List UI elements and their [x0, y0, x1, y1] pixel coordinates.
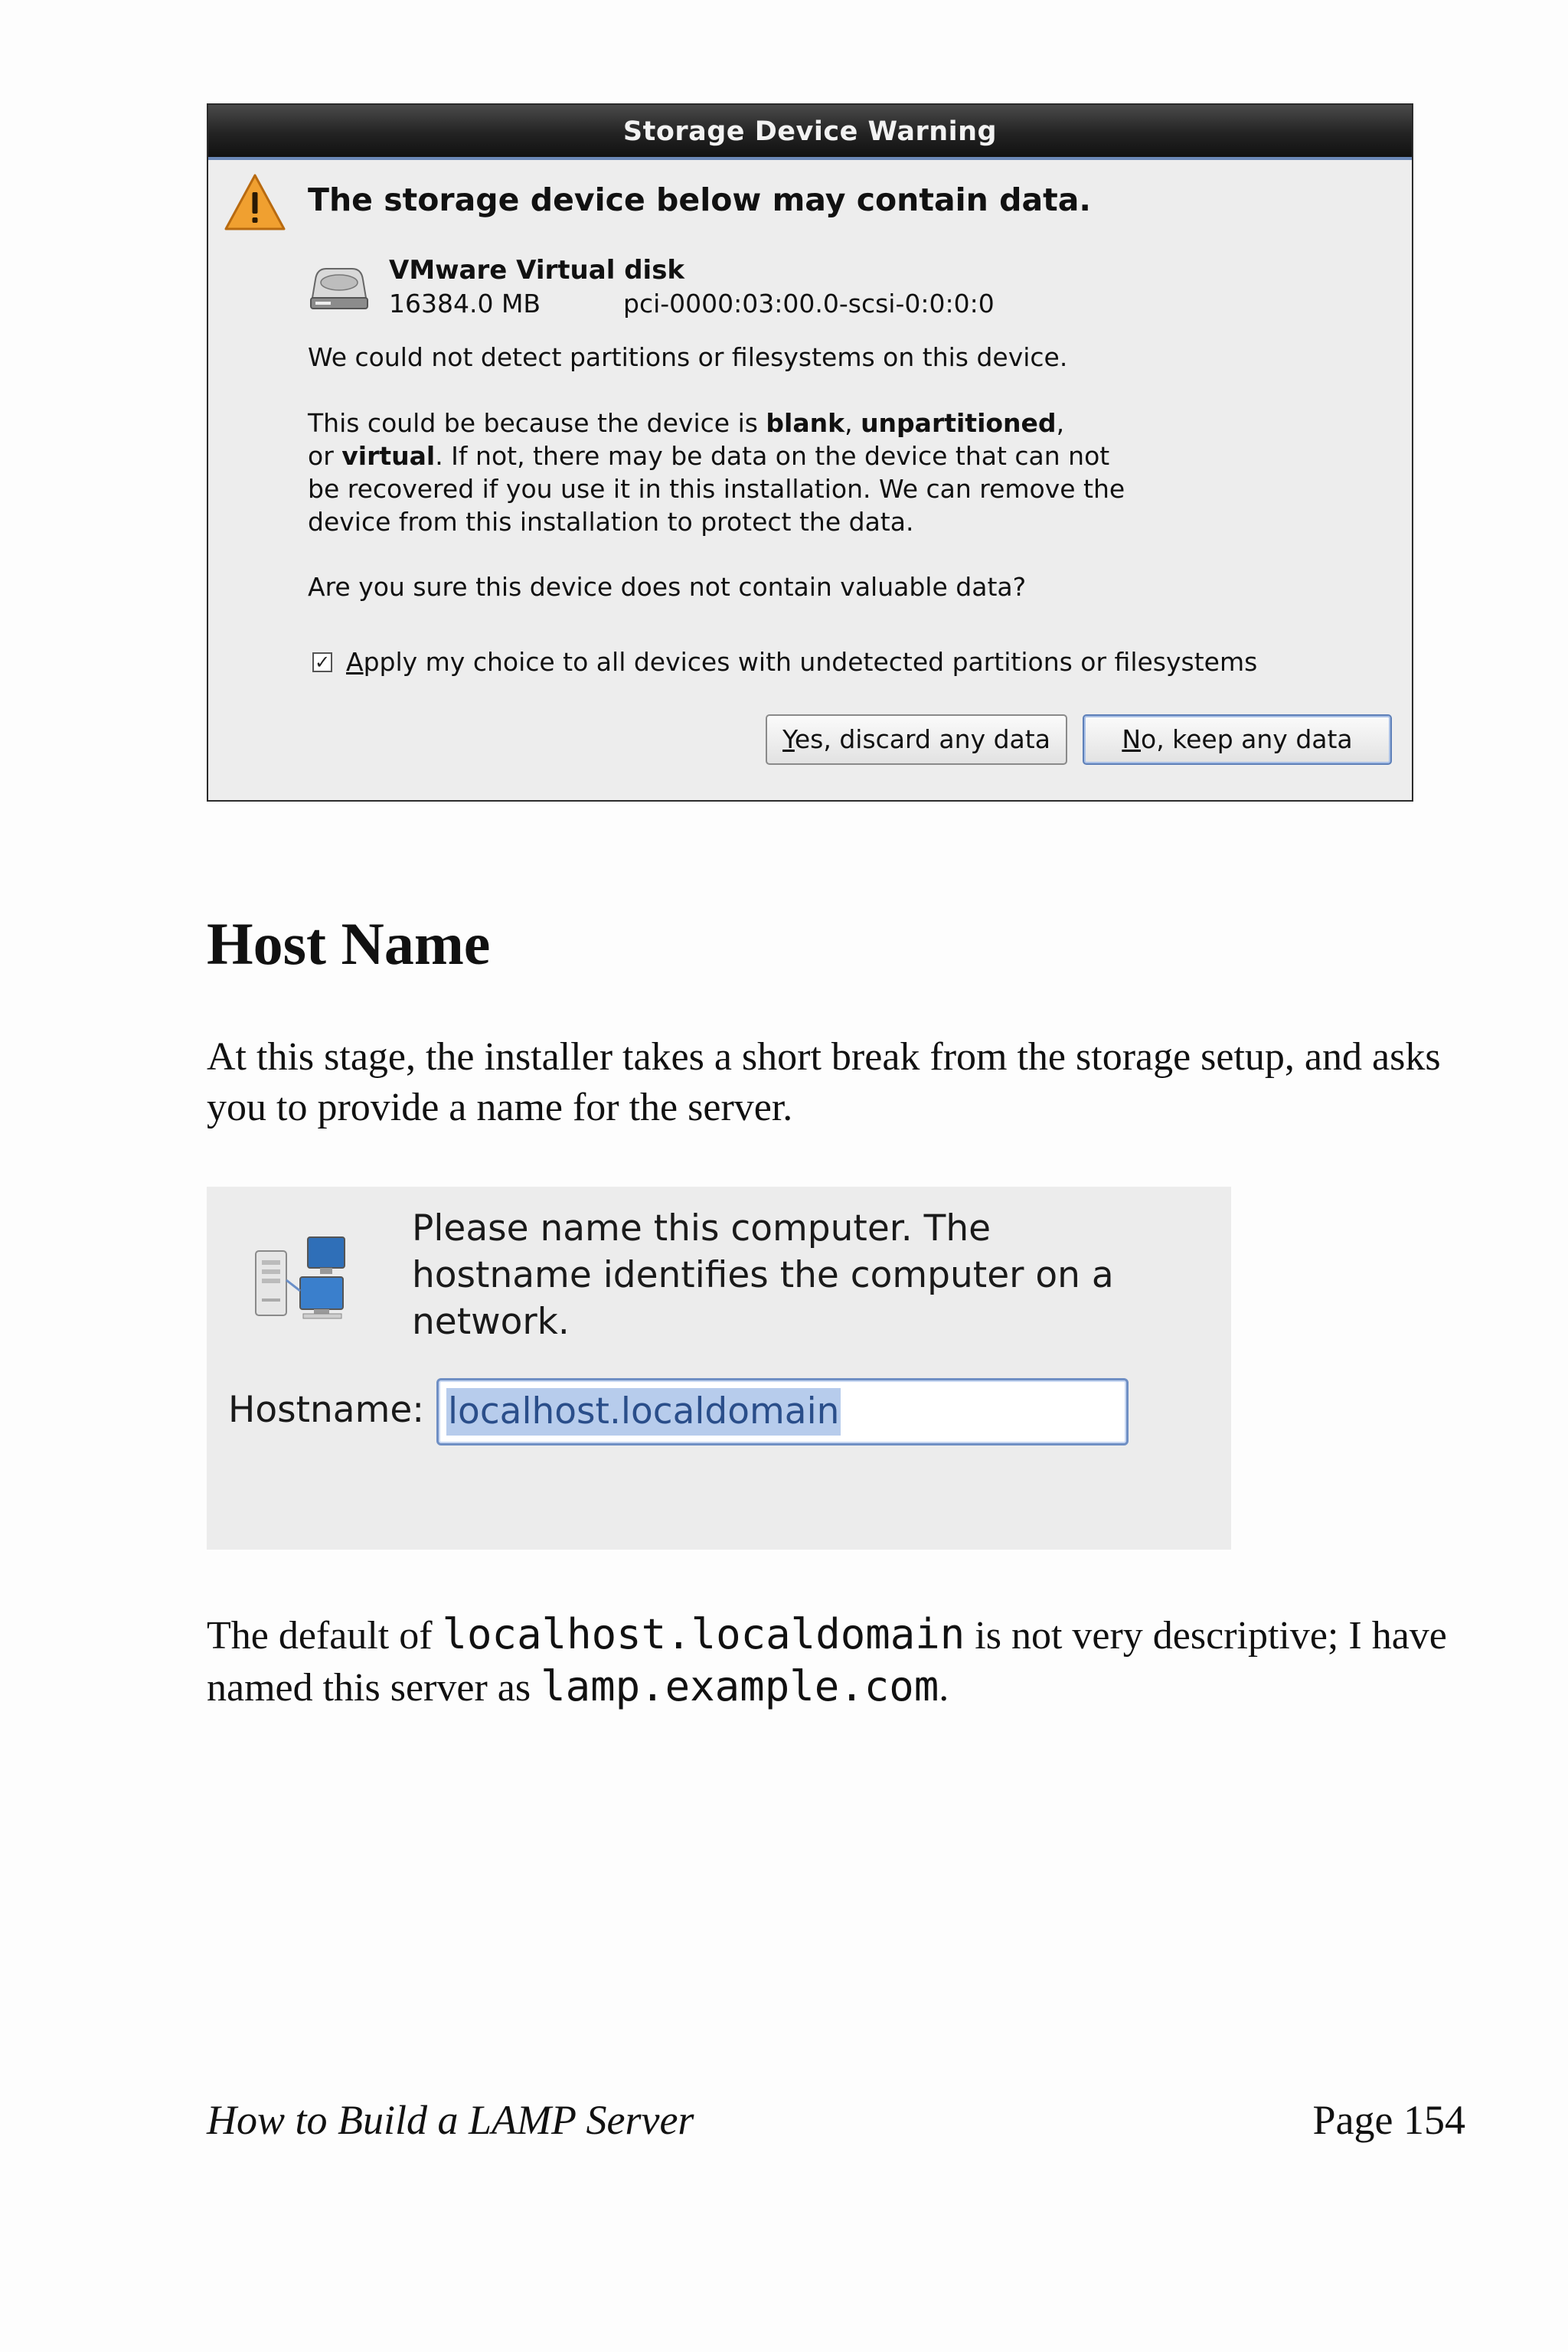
hostname-label: Hostname: [228, 1389, 425, 1431]
discard-data-button[interactable]: Yes, discard any data [766, 714, 1067, 765]
section-heading: Host Name [207, 910, 491, 977]
apply-all-option[interactable] [312, 647, 1257, 677]
hostname-input-value[interactable]: localhost.localdomain [446, 1388, 841, 1436]
warning-icon [224, 172, 286, 232]
closing-paragraph: The default of localhost.localdomain is not very descriptive; I have named this server as lamp.example.com. [207, 1610, 1447, 1710]
intro-paragraph: At this stage, the installer takes a short break from the storage setup, and asks you to provide a name for the server. [207, 1035, 1441, 1129]
hard-disk-icon [308, 264, 371, 313]
disk-path: pci-0000:03:00.0-scsi-0:0:0:0 [623, 289, 995, 318]
disk-name: VMware Virtual disk [389, 255, 685, 286]
dialog-question: Are you sure this device does not contain valuable data? [308, 572, 1027, 602]
hostname-prompt: Please name this computer. The hostname identifies the computer on a network. [412, 1207, 1114, 1343]
dialog-message-explanation: This could be because the device is blank, unpartitioned, or virtual. If not, there may be data on the device that can not be recovered if you use it in this installation. We can remove the device from this installation to protect the data. [308, 408, 1125, 537]
storage-warning-dialog [207, 103, 1413, 802]
dialog-message-detect: We could not detect partitions or filesystems on this device. [308, 342, 1068, 372]
apply-all-label[interactable]: Apply my choice to all devices with undetected partitions or filesystems [346, 647, 1258, 677]
code-new-hostname: lamp.example.com [541, 1662, 939, 1710]
code-default-hostname: localhost.localdomain [442, 1610, 965, 1658]
network-computers-icon [253, 1234, 348, 1321]
hostname-panel [207, 1187, 1231, 1550]
keep-data-button[interactable]: No, keep any data [1083, 714, 1392, 765]
disk-size: 16384.0 MB [389, 289, 541, 318]
dialog-title: Storage Device Warning [208, 105, 1412, 160]
footer-page-number: Page 154 [1312, 2097, 1465, 2143]
hostname-input[interactable] [436, 1378, 1129, 1446]
dialog-heading: The storage device below may contain data. [308, 181, 1091, 218]
footer-book-title: How to Build a LAMP Server [207, 2097, 694, 2143]
apply-all-checkbox[interactable]: ✓ [312, 652, 332, 672]
